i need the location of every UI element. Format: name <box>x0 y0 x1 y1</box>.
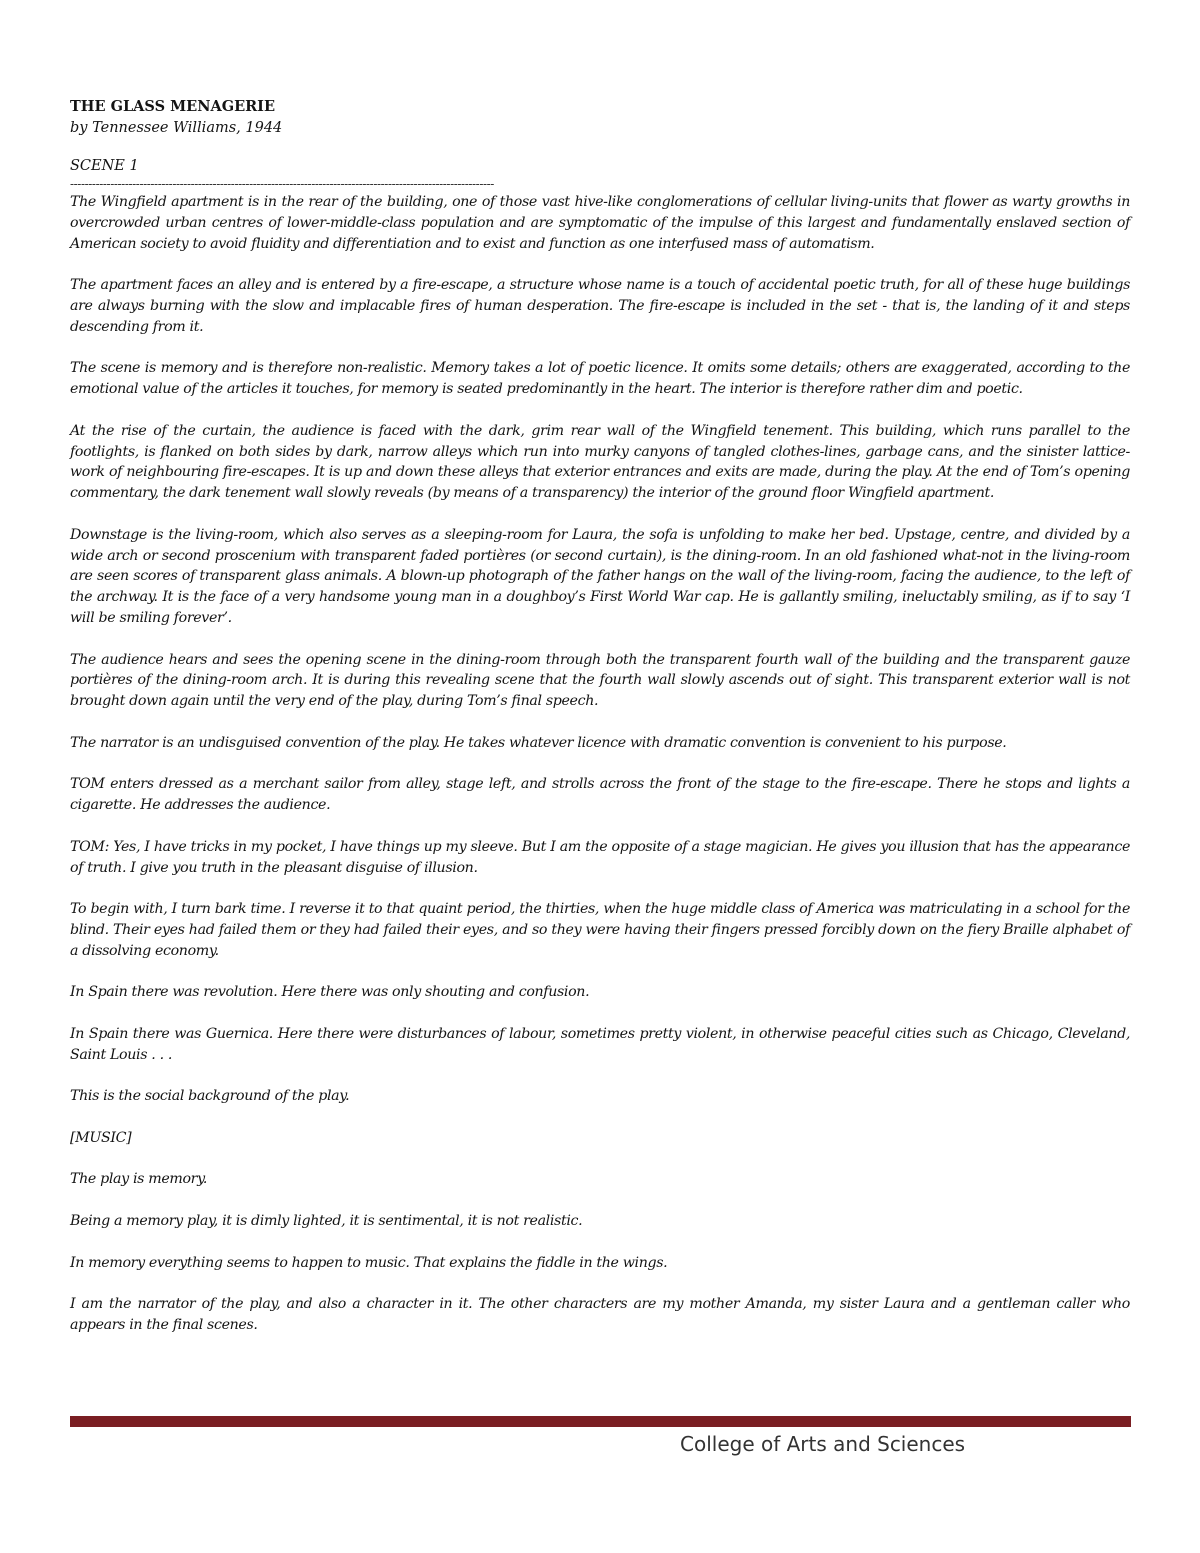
paragraph-audience: The audience hears and sees the opening scene in the dining-room through both the transparent fourth wall of the building and the transparent gauze portières of the dining-room arch. It is during this revealing scene that the fourth wall slowly ascends out of sight. This transparent exterior wall is not brought down again until the very end of the play, during Tom’s final speech. <box>70 651 1130 710</box>
document-title: THE GLASS MENAGERIE <box>70 98 276 115</box>
paragraph-spain-revolution: In Spain there was revolution. Here there was only shouting and confusion. <box>70 984 590 1001</box>
paragraph-social-background: This is the social background of the play. <box>70 1088 350 1105</box>
paragraph-memory: The scene is memory and is therefore non-realistic. Memory takes a lot of poetic licence. It omits some details; others are exaggerated, according to the emotional value of the articles it touches, for memory is seated predominantly in the heart. The interior is therefore rather dim and poetic. <box>70 360 1130 398</box>
scene-heading: SCENE 1 <box>70 158 139 174</box>
paragraph-characters: I am the narrator of the play, and also a character in it. The other characters are my mother Amanda, my sister Laura and a gentleman caller who appears in the final scenes. <box>70 1296 1130 1334</box>
document-byline: by Tennessee Williams, 1944 <box>70 120 283 136</box>
paragraph-tom-speech: TOM: Yes, I have tricks in my pocket, I have things up my sleeve. But I am the opposite of a stage magician. He gives you illusion that has the appearance of truth. I give you truth in the pleasant disguise of illusion. <box>70 838 1130 876</box>
paragraph-tom-enters: TOM enters dressed as a merchant sailor from alley, stage left, and strolls across the front of the stage to the fire-escape. There he stops and lights a cigarette. He addresses the audience. <box>70 776 1130 814</box>
paragraph-spain-guernica: In Spain there was Guernica. Here there were disturbances of labour, sometimes pretty violent, in otherwise peaceful cities such as Chicago, Cleveland, Saint Louis . . . <box>70 1025 1130 1063</box>
footer-bar <box>70 1416 1131 1427</box>
paragraph-play-is-memory: The play is memory. <box>70 1171 208 1188</box>
paragraph-fire-escape: The apartment faces an alley and is entered by a fire-escape, a structure whose name is a touch of accidental poetic truth, for all of these huge buildings are always burning with the slow and implacable fires of human desperation. The fire-escape is included in the set - that is, the landing of it and steps descending from it. <box>70 277 1130 335</box>
scene-divider: -------------------------------------------------------------------------------------------------------------------- <box>70 177 494 191</box>
paragraph-curtain: At the rise of the curtain, the audience is faced with the dark, grim rear wall of the Wingfield tenement. This building, which runs parallel to the footlights, is flanked on both sides by dark, narrow alleys which run into murky canyons of tangled clothes-lines, garbage cans, and the sinister lattice-work of neighbouring fire-escapes. It is up and down these alleys that exterior entrances and exits are made, during the play. At the end of Tom’s opening commentary, the dark tenement wall slowly reveals (by means of a transparency) the interior of the ground floor Wingfield apartment. <box>70 422 1130 502</box>
paragraph-narrator: The narrator is an undisguised convention of the play. He takes whatever licence with dramatic convention is convenient to his purpose. <box>70 734 1007 751</box>
paragraph-downstage: Downstage is the living-room, which also serves as a sleeping-room for Laura, the sofa is unfolding to make her bed. Upstage, centre, and divided by a wide arch or second proscenium with transparent faded portières (or second curtain), is the dining-room. In an old fashioned what-not in the living-room are seen scores of transparent glass animals. A blown-up photograph of the father hangs on the wall of the living-room, facing the audience, to the left of the archway. It is the face of a very handsome young man in a doughboy’s First World War cap. He is gallantly smiling, ineluctably smiling, as if to say ‘I will be smiling forever’. <box>70 526 1130 626</box>
paragraph-music-cue: [MUSIC] <box>70 1129 132 1146</box>
paragraph-apartment: The Wingfield apartment is in the rear of the building, one of those vast hive-like conglomerations of cellular living-units that flower as warty growths in overcrowded urban centres of lower-middle-class population and are symptomatic of the impulse of this largest and fundamentally enslaved section of American society to avoid fluidity and differentiation and to exist and function as one interfused mass of automatism. <box>70 194 1130 252</box>
document-body <box>70 96 1130 1357</box>
paragraph-music: In memory everything seems to happen to music. That explains the fiddle in the wings. <box>70 1254 668 1271</box>
paragraph-memory-play: Being a memory play, it is dimly lighted, it is sentimental, it is not realistic. <box>70 1213 583 1230</box>
footer-college-name: College of Arts and Sciences <box>680 1432 966 1456</box>
paragraph-time: To begin with, I turn bark time. I reverse it to that quaint period, the thirties, when the huge middle class of America was matriculating in a school for the blind. Their eyes had failed them or they had failed their eyes, and so they were having their fingers pressed forcibly down on the fiery Braille alphabet of a dissolving economy. <box>70 901 1130 959</box>
